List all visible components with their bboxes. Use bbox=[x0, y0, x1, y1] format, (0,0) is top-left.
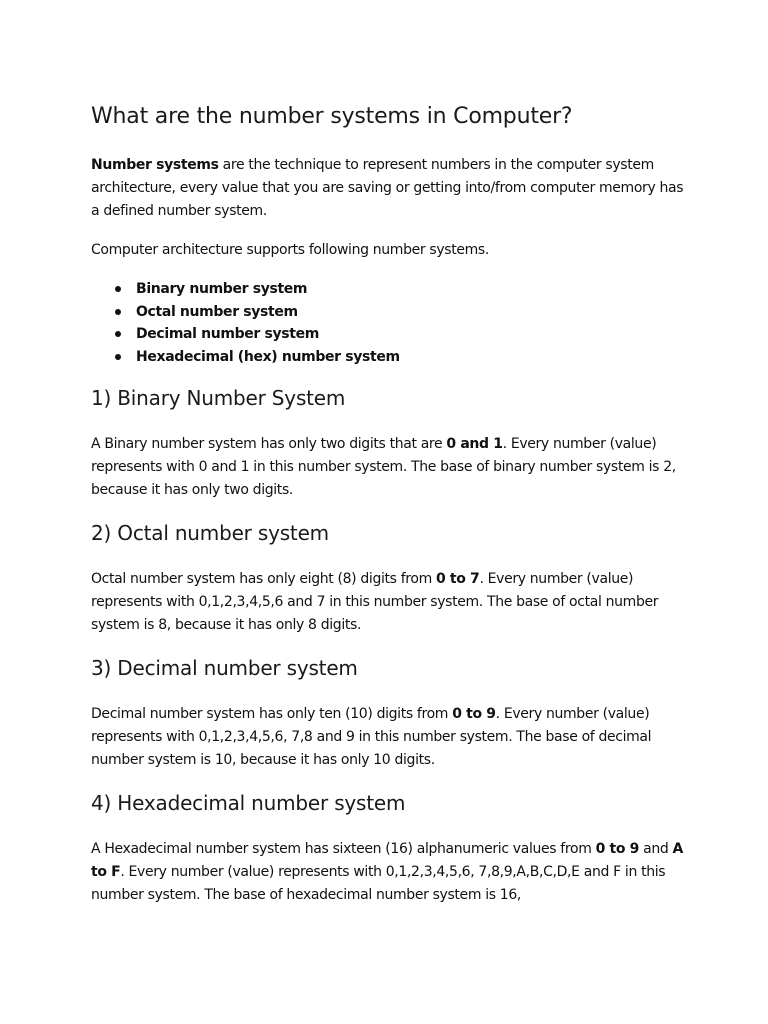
binary-bold-digits: 0 and 1 bbox=[446, 436, 503, 452]
hex-text-1: A Hexadecimal number system has sixteen (16) alphanumeric values from bbox=[91, 841, 596, 857]
octal-heading: 2) Octal number system bbox=[91, 521, 329, 545]
number-systems-list bbox=[91, 278, 691, 368]
intro-paragraph bbox=[91, 154, 691, 223]
list-item-label: Binary number system bbox=[136, 281, 308, 297]
octal-bold-digits: 0 to 7 bbox=[436, 571, 480, 587]
decimal-paragraph bbox=[91, 703, 691, 772]
hex-text-2: and bbox=[639, 841, 673, 857]
intro-text: are the technique to represent numbers in the computer system architecture, every value that you are saving or getting into/from computer memory has a defined number system. bbox=[91, 157, 684, 219]
hex-paragraph bbox=[91, 838, 691, 907]
intro-bold-term: Number systems bbox=[91, 157, 219, 173]
bullet-icon bbox=[115, 286, 121, 292]
hex-bold-digits: 0 to 9 bbox=[595, 841, 640, 857]
octal-text-1: Octal number system has only eight (8) digits from bbox=[91, 571, 436, 587]
list-item-label: Octal number system bbox=[136, 303, 298, 320]
hex-text-3: . Every number (value) represents with 0,1,2,3,4,5,6, 7,8,9,A,B,C,D,E and F in this number system. The base of hexadecimal number system is 16, bbox=[91, 864, 666, 903]
list-item bbox=[91, 346, 691, 369]
binary-text-1: A Binary number system has only two digits that are bbox=[91, 436, 447, 452]
article-content bbox=[91, 100, 691, 923]
list-item bbox=[91, 301, 691, 324]
binary-text-2: . Every number (value) represents with 0 and 1 in this number system. The base of binary number system is 2, because it has only two digits. bbox=[91, 436, 676, 498]
list-item-label: Hexadecimal (hex) number system bbox=[136, 348, 400, 365]
bullet-icon bbox=[115, 309, 121, 315]
octal-text-2: . Every number (value) represents with 0,1,2,3,4,5,6 and 7 in this number system. The base of octal number system is 8, because it has only 8 digits. bbox=[91, 571, 659, 633]
octal-paragraph bbox=[91, 568, 691, 637]
list-item bbox=[91, 278, 691, 301]
decimal-bold-digits: 0 to 9 bbox=[452, 706, 496, 722]
hex-bold-letters: A to F bbox=[91, 841, 684, 880]
list-item-label: Decimal number system bbox=[136, 326, 319, 342]
supports-paragraph: Computer architecture supports following number systems. bbox=[91, 242, 489, 258]
binary-heading: 1) Binary Number System bbox=[91, 386, 346, 410]
bullet-icon bbox=[115, 354, 121, 360]
decimal-heading: 3) Decimal number system bbox=[91, 656, 358, 680]
decimal-text-2: . Every number (value) represents with 0,1,2,3,4,5,6, 7,8 and 9 in this number system. The base of decimal number system is 10, because it has only 10 digits. bbox=[91, 706, 652, 768]
list-item bbox=[91, 323, 691, 346]
bullet-icon bbox=[115, 331, 121, 337]
page-title: What are the number systems in Computer? bbox=[91, 104, 573, 129]
hex-heading: 4) Hexadecimal number system bbox=[91, 791, 406, 815]
decimal-text-1: Decimal number system has only ten (10) digits from bbox=[91, 706, 453, 722]
binary-paragraph bbox=[91, 433, 691, 502]
